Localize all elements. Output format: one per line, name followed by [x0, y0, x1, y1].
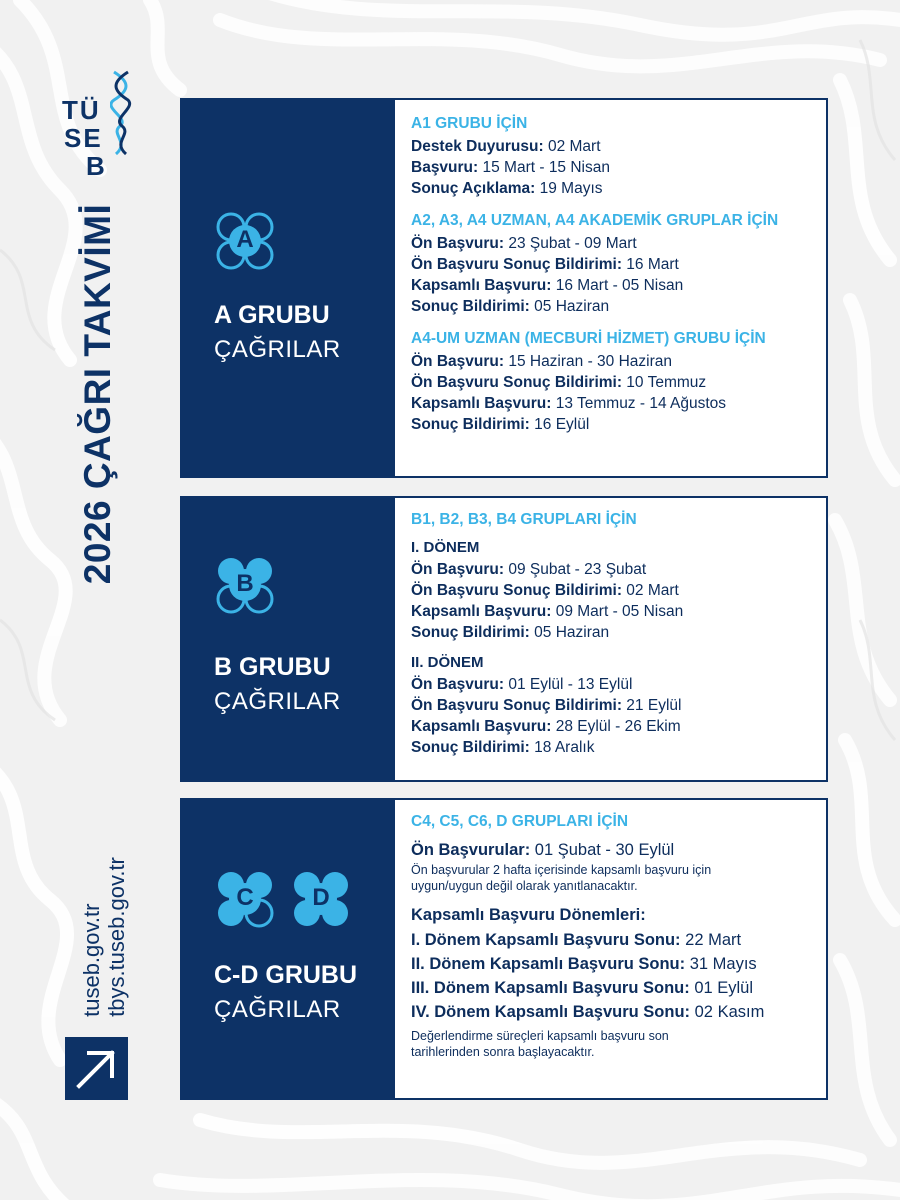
section-heading: B1, B2, B3, B4 GRUPLARI İÇİN	[411, 511, 637, 528]
schedule-row: Ön Başvuru: 23 Şubat - 09 Mart	[411, 235, 637, 252]
logo-line-3: B	[86, 151, 107, 181]
schedule-row: III. Dönem Kapsamlı Başvuru Sonu: 01 Eylül	[411, 979, 754, 997]
schedule-row: I. Dönem Kapsamlı Başvuru Sonu: 22 Mart	[411, 931, 742, 949]
schedule-row: Kapsamlı Başvuru: 16 Mart - 05 Nisan	[411, 277, 684, 294]
schedule-row: Ön Başvuru: 09 Şubat - 23 Şubat	[411, 561, 647, 578]
evaluation-note-1: Değerlendirme süreçleri kapsamlı başvuru son	[411, 1029, 669, 1043]
badge-b-letter: B	[236, 570, 254, 597]
card-b-sidebar	[182, 498, 395, 780]
logo-line-2: SE	[64, 123, 103, 153]
badge-d-letter: D	[312, 884, 330, 911]
card-cd-content	[395, 800, 826, 1098]
schedule-row: Ön Başvuru: 15 Haziran - 30 Haziran	[411, 353, 673, 370]
badge-c	[214, 868, 276, 930]
group-a-subtitle: ÇAĞRILAR	[214, 336, 341, 363]
card-group-b	[180, 496, 828, 782]
schedule-row: Ön Başvuru Sonuç Bildirimi: 02 Mart	[411, 582, 679, 599]
logo-line-1: TÜ	[62, 95, 101, 125]
badge-a-letter: A	[236, 226, 254, 253]
badge-a	[214, 210, 276, 272]
card-a-sidebar	[182, 100, 395, 476]
card-a-content	[395, 100, 826, 476]
schedule-row: Ön Başvuru Sonuç Bildirimi: 16 Mart	[411, 256, 679, 273]
schedule-row: Başvuru: 15 Mart - 15 Nisan	[411, 159, 610, 176]
schedule-row: Kapsamlı Başvuru: 28 Eylül - 26 Ekim	[411, 718, 681, 735]
group-b-subtitle: ÇAĞRILAR	[214, 688, 341, 715]
schedule-row: Destek Duyurusu: 02 Mart	[411, 138, 601, 155]
section-heading: A2, A3, A4 UZMAN, A4 AKADEMİK GRUPLAR İÇİN	[411, 212, 779, 229]
dna-helix-icon	[110, 68, 132, 158]
full-application-heading: Kapsamlı Başvuru Dönemleri:	[411, 906, 646, 924]
badge-d	[290, 868, 352, 930]
badge-c-letter: C	[236, 884, 254, 911]
schedule-row: Sonuç Bildirimi: 18 Aralık	[411, 739, 595, 756]
evaluation-note-2: tarihlerinden sonra başlayacaktır.	[411, 1045, 595, 1059]
system-link[interactable]: tbys.tuseb.gov.tr	[104, 857, 129, 1017]
schedule-row: IV. Dönem Kapsamlı Başvuru Sonu: 02 Kasım	[411, 1003, 765, 1021]
schedule-row: II. Dönem Kapsamlı Başvuru Sonu: 31 Mayıs	[411, 955, 757, 973]
schedule-row: Sonuç Bildirimi: 05 Haziran	[411, 624, 610, 641]
schedule-row: Sonuç Bildirimi: 16 Eylül	[411, 416, 590, 433]
card-b-content	[395, 498, 826, 780]
card-group-cd	[180, 798, 828, 1100]
schedule-row: Ön Başvuru Sonuç Bildirimi: 10 Temmuz	[411, 374, 707, 391]
pre-application-note-2: uygun/uygun değil olarak yanıtlanacaktır.	[411, 879, 638, 893]
schedule-row: Sonuç Bildirimi: 05 Haziran	[411, 298, 610, 315]
arrow-up-right-icon	[65, 1037, 128, 1100]
group-cd-title: C-D GRUBU	[214, 961, 358, 989]
section-heading: A4-UM UZMAN (MECBURİ HİZMET) GRUBU İÇİN	[411, 330, 766, 347]
schedule-row: Kapsamlı Başvuru: 09 Mart - 05 Nisan	[411, 603, 684, 620]
group-b-title: B GRUBU	[214, 653, 331, 681]
schedule-row: Kapsamlı Başvuru: 13 Temmuz - 14 Ağustos	[411, 395, 727, 412]
schedule-row: Ön Başvuru: 01 Eylül - 13 Eylül	[411, 676, 633, 693]
schedule-row: Ön Başvuru Sonuç Bildirimi: 21 Eylül	[411, 697, 682, 714]
pre-application-note-1: Ön başvurular 2 hafta içerisinde kapsamlı başvuru için	[411, 863, 712, 877]
group-a-title: A GRUBU	[214, 301, 330, 329]
card-cd-sidebar	[182, 800, 395, 1098]
section-heading: C4, C5, C6, D GRUPLARI İÇİN	[411, 813, 629, 830]
card-group-a	[180, 98, 828, 478]
badge-b	[214, 554, 276, 616]
website-links	[79, 857, 129, 1017]
schedule-row: Sonuç Açıklama: 19 Mayıs	[411, 180, 603, 197]
section-heading: A1 GRUBU İÇİN	[411, 115, 528, 132]
external-link-button[interactable]	[65, 1037, 128, 1100]
pre-application-row: Ön Başvurular: 01 Şubat - 30 Eylül	[411, 841, 675, 859]
period-label: II. DÖNEM	[411, 654, 484, 671]
period-label: I. DÖNEM	[411, 539, 480, 556]
site-link[interactable]: tuseb.gov.tr	[79, 903, 104, 1017]
page-title: 2026 ÇAĞRI TAKVİMİ	[77, 203, 118, 585]
group-cd-subtitle: ÇAĞRILAR	[214, 996, 341, 1023]
tuseb-logo	[62, 68, 132, 181]
